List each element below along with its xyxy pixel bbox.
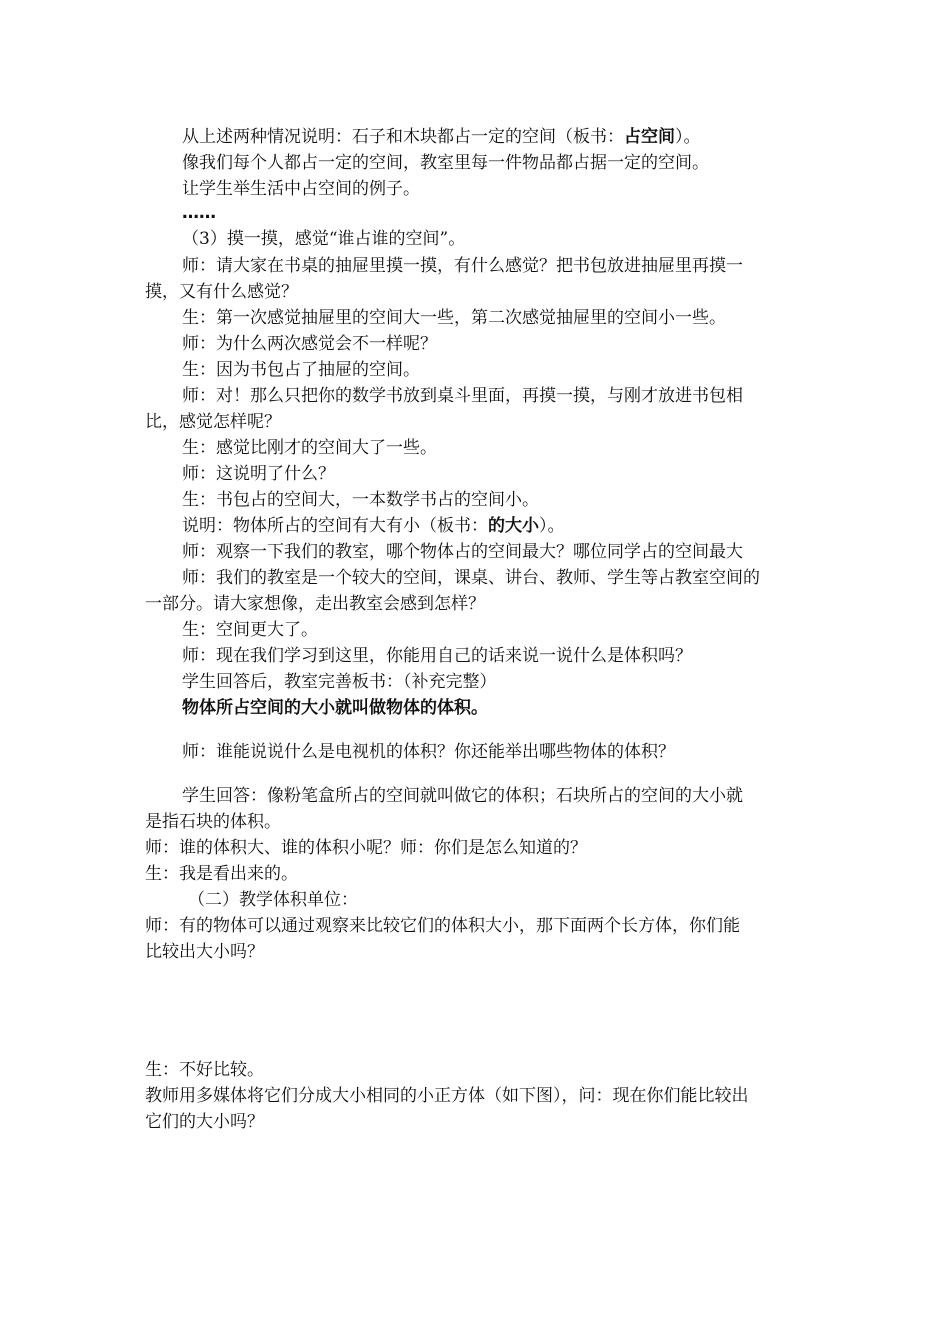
- text-line: 像我们每个人都占一定的空间，教室里每一件物品都占据一定的空间。: [182, 153, 709, 173]
- text-line: 生：空间更大了。: [182, 620, 318, 640]
- text-line: 学生回答：像粉笔盒所占的空间就叫做它的体积；石块所占的空间的大小就: [182, 786, 743, 806]
- text-line: 师：谁的体积大、谁的体积小呢？师：你们是怎么知道的？: [145, 838, 587, 858]
- ellipsis-line: ……: [182, 203, 216, 223]
- section-heading: （二）教学体积单位：: [188, 890, 358, 910]
- text-line: 师：为什么两次感觉会不一样呢？: [182, 334, 437, 354]
- text-line: 师：我们的教室是一个较大的空间，课桌、讲台、教师、学生等占教室空间的: [182, 568, 760, 588]
- text-line: 生：因为书包占了抽屉的空间。: [182, 360, 420, 380]
- text-line: 它们的大小吗？: [145, 1112, 264, 1132]
- text-line: 师：现在我们学习到这里，你能用自己的话来说一说什么是体积吗？: [182, 646, 692, 666]
- text-line: 一部分。请大家想像，走出教室会感到怎样？: [145, 594, 485, 614]
- text-line: 生：第一次感觉抽屉里的空间大一些，第二次感觉抽屉里的空间小一些。: [182, 308, 726, 328]
- text-line: 教师用多媒体将它们分成大小相同的小正方体（如下图），问：现在你们能比较出: [145, 1086, 749, 1106]
- text-line: 比较出大小吗？: [145, 942, 264, 962]
- text-line: 生：我是看出来的。: [145, 864, 298, 884]
- text-line: 比，感觉怎样呢？: [145, 412, 281, 432]
- section-heading: （3）摸一摸，感觉“谁占谁的空间”。: [182, 229, 466, 249]
- text-line: 摸，又有什么感觉？: [145, 282, 298, 302]
- text-line: 生：不好比较。: [145, 1060, 264, 1080]
- text-line: 学生回答后，教室完善板书：（补充完整）: [182, 672, 497, 692]
- text-line: 让学生举生活中占空间的例子。: [182, 179, 420, 199]
- text-line: 师：对！那么只把你的数学书放到桌斗里面，再摸一摸，与刚才放进书包相: [182, 386, 743, 406]
- text-line: 师：这说明了什么？: [182, 464, 335, 484]
- text-line: 是指石块的体积。: [145, 812, 281, 832]
- text-line: 师：请大家在书桌的抽屉里摸一摸，有什么感觉？把书包放进抽屉里再摸一: [182, 256, 743, 276]
- text-line: 师：观察一下我们的教室，哪个物体占的空间最大？哪位同学占的空间最大: [182, 542, 743, 562]
- text-line: 从上述两种情况说明：石子和木块都占一定的空间（板书：占空间）。: [182, 127, 701, 147]
- text-line: 生：书包占的空间大，一本数学书占的空间小。: [182, 490, 539, 510]
- text-line: 师：有的物体可以通过观察来比较它们的体积大小，那下面两个长方体，你们能: [145, 916, 740, 936]
- text-line: 生：感觉比刚才的空间大了一些。: [182, 438, 437, 458]
- definition-line: 物体所占空间的大小就叫做物体的体积。: [182, 698, 488, 718]
- text-line: 师：谁能说说什么是电视机的体积？你还能举出哪些物体的体积？: [182, 742, 675, 762]
- text-line: 说明：物体所占的空间有大有小（板书：的大小）。: [182, 516, 565, 536]
